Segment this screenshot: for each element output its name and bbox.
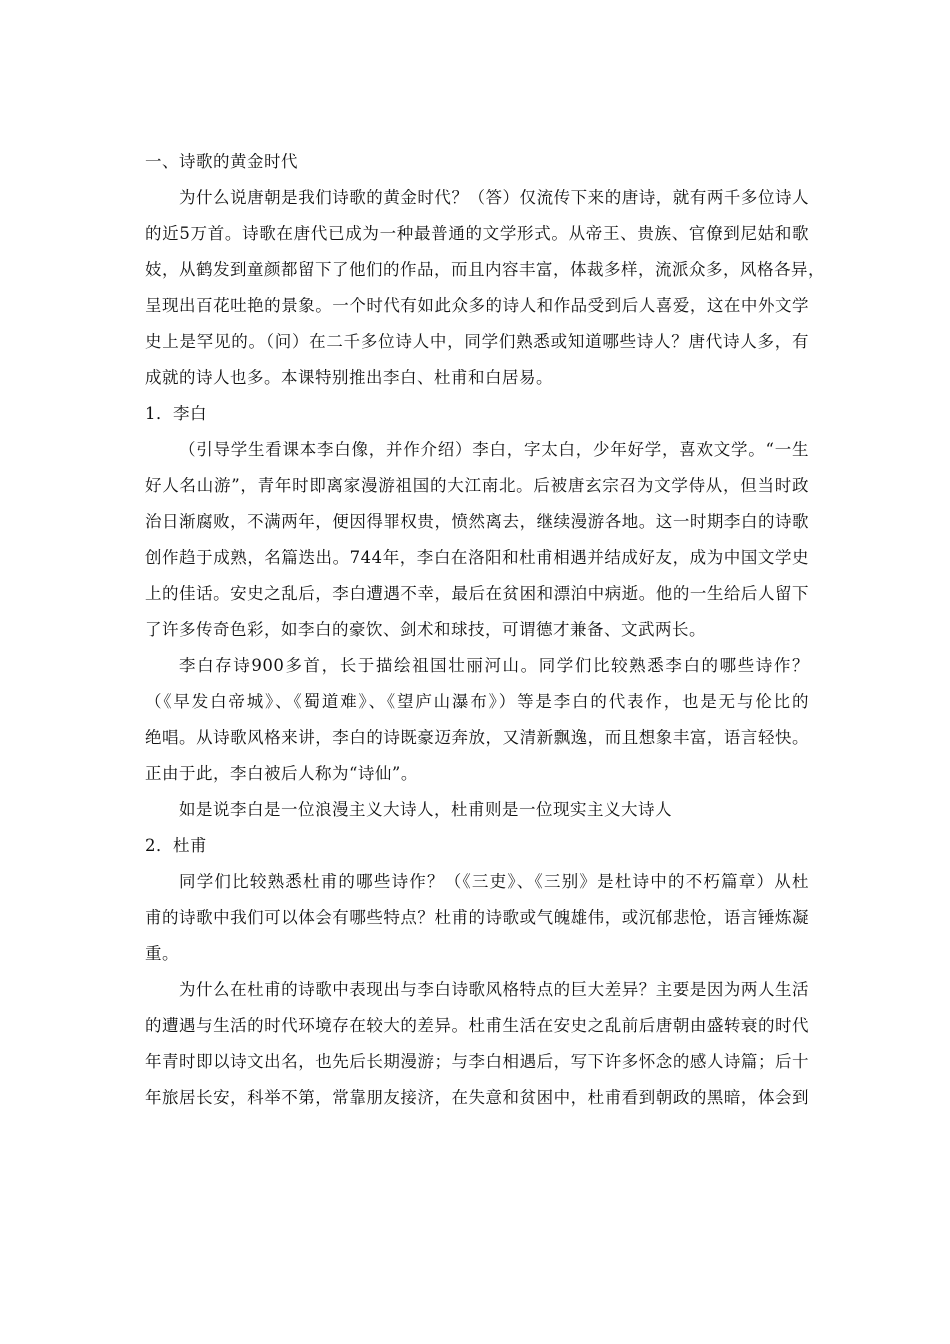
paragraph-line: 甫的诗歌中我们可以体会有哪些特点？杜甫的诗歌或气魄雄伟，或沉郁悲怆，语言锤炼凝 xyxy=(145,908,809,927)
li-bai-heading: 1．李白 xyxy=(145,404,207,423)
paragraph-line: 创作趋于成熟，名篇迭出。744年，李白在洛阳和杜甫相遇并结成好友，成为中国文学史 xyxy=(145,548,809,567)
paragraph-line: 李白存诗900多首，长于描绘祖国壮丽河山。同学们比较熟悉李白的哪些诗作？ xyxy=(179,656,809,675)
section-title: 一、诗歌的黄金时代 xyxy=(145,152,298,171)
paragraph-line: 年旅居长安，科举不第，常靠朋友接济，在失意和贫困中，杜甫看到朝政的黑暗，体会到 xyxy=(145,1088,809,1107)
paragraph-line: 同学们比较熟悉杜甫的哪些诗作？（《三吏》、《三别》是杜诗中的不朽篇章）从杜 xyxy=(179,872,809,891)
paragraph-line: 的近5万首。诗歌在唐代已成为一种最普通的文学形式。从帝王、贵族、官僚到尼姑和歌 xyxy=(145,224,809,243)
paragraph-line: 上的佳话。安史之乱后，李白遭遇不幸，最后在贫困和漂泊中病逝。他的一生给后人留下 xyxy=(145,584,809,603)
paragraph-line: 呈现出百花吐艳的景象。一个时代有如此众多的诗人和作品受到后人喜爱，这在中外文学 xyxy=(145,296,809,315)
paragraph-line: 史上是罕见的。（问）在二千多位诗人中，同学们熟悉或知道哪些诗人？唐代诗人多，有 xyxy=(145,332,809,351)
paragraph-line: 绝唱。从诗歌风格来讲，李白的诗既豪迈奔放，又清新飘逸，而且想象丰富，语言轻快。 xyxy=(145,728,809,747)
paragraph-line: 重。 xyxy=(145,944,179,963)
paragraph-line: （引导学生看课本李白像，并作介绍）李白，字太白，少年好学，喜欢文学。“一生 xyxy=(179,440,809,459)
paragraph-line: 年青时即以诗文出名，也先后长期漫游；与李白相遇后，写下许多怀念的感人诗篇；后十 xyxy=(145,1052,809,1071)
paragraph-line: 了许多传奇色彩，如李白的豪饮、剑术和球技，可谓德才兼备、文武两长。 xyxy=(145,620,706,639)
paragraph-line: （《早发白帝城》、《蜀道难》、《望庐山瀑布》）等是李白的代表作，也是无与伦比的 xyxy=(145,692,809,711)
paragraph-line: 为什么在杜甫的诗歌中表现出与李白诗歌风格特点的巨大差异？主要是因为两人生活 xyxy=(179,980,809,999)
du-fu-heading: 2．杜甫 xyxy=(145,836,207,855)
paragraph-line: 好人名山游”，青年时即离家漫游祖国的大江南北。后被唐玄宗召为文学侍从，但当时政 xyxy=(145,476,809,495)
paragraph-line: 妓，从鹤发到童颜都留下了他们的作品，而且内容丰富，体裁多样，流派众多，风格各异， xyxy=(145,260,825,279)
paragraph-line: 如是说李白是一位浪漫主义大诗人，杜甫则是一位现实主义大诗人 xyxy=(179,800,672,819)
paragraph-line: 为什么说唐朝是我们诗歌的黄金时代？（答）仅流传下来的唐诗，就有两千多位诗人 xyxy=(179,188,809,207)
paragraph-line: 的遭遇与生活的时代环境存在较大的差异。杜甫生活在安史之乱前后唐朝由盛转衰的时代 xyxy=(145,1016,809,1035)
paragraph-line: 成就的诗人也多。本课特别推出李白、杜甫和白居易。 xyxy=(145,368,553,387)
paragraph-line: 正由于此，李白被后人称为“诗仙”。 xyxy=(145,764,418,783)
paragraph-line: 治日渐腐败，不满两年，便因得罪权贵，愤然离去，继续漫游各地。这一时期李白的诗歌 xyxy=(145,512,809,531)
